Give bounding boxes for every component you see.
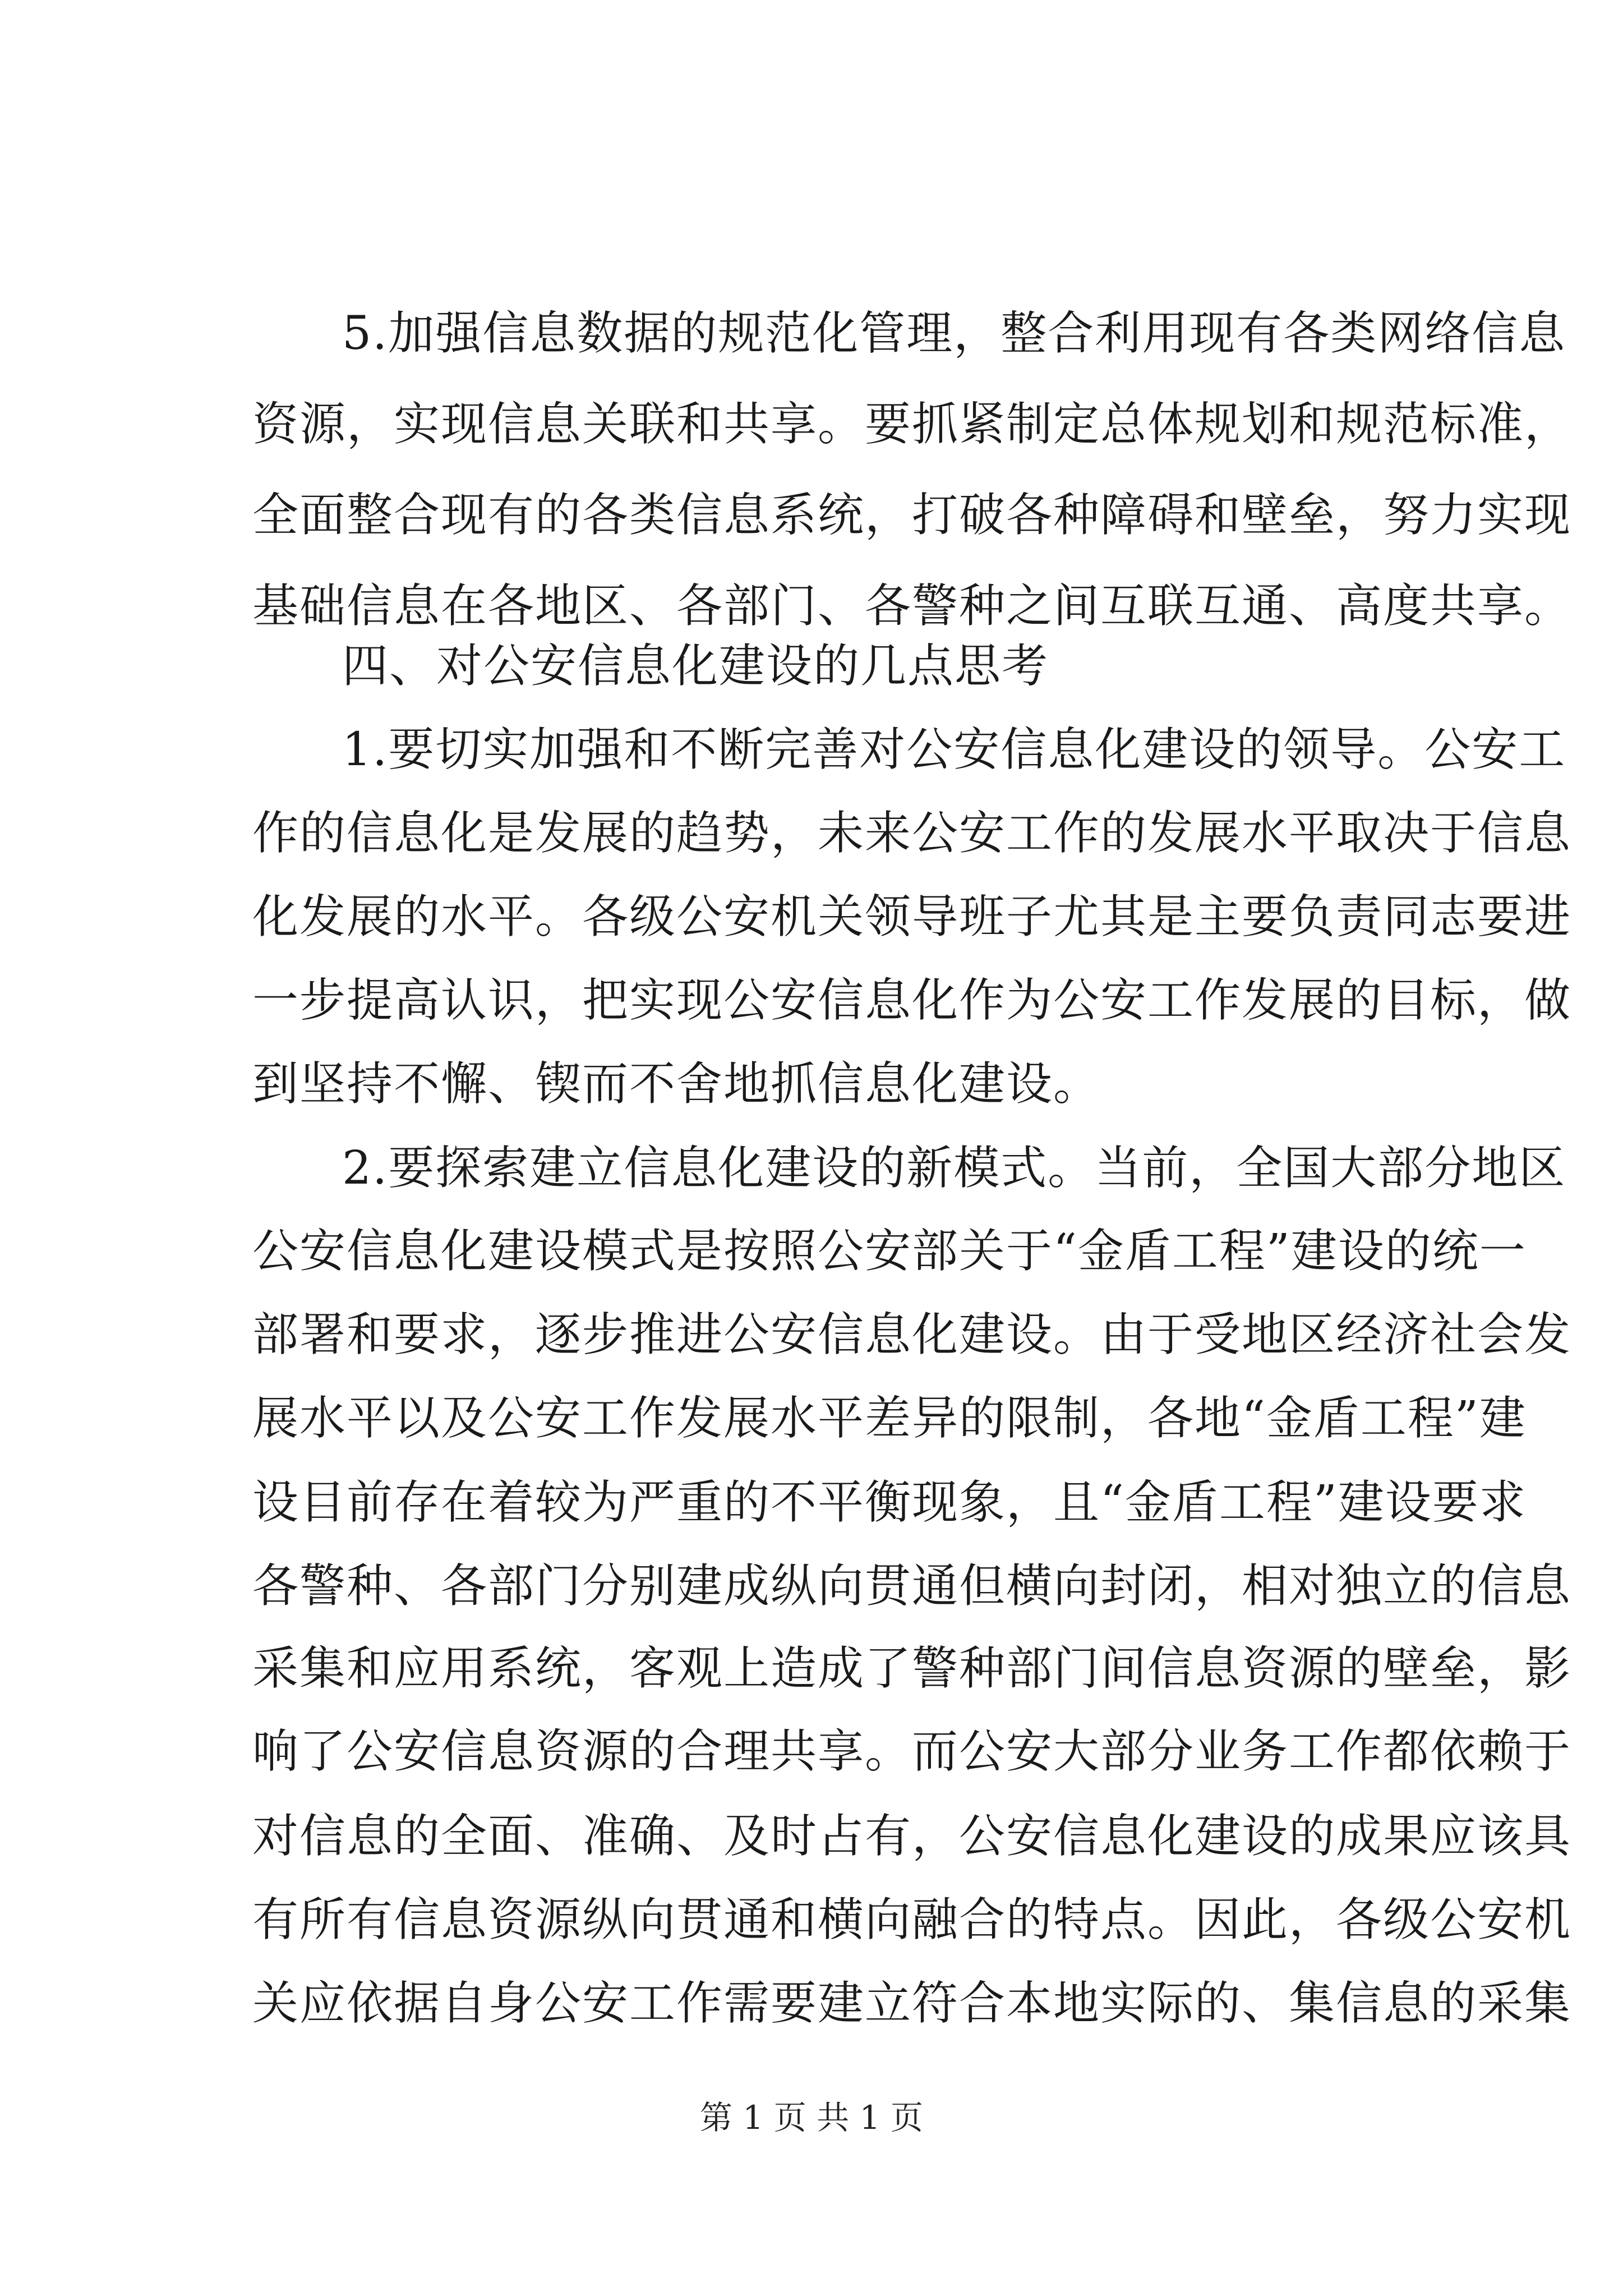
body-text-line: 基础信息在各地区、各部门、各警种之间互联互通、高度共享。 <box>252 579 1572 633</box>
body-text-line: 2.要探索建立信息化建设的新模式。当前，全国大部分地区 <box>342 1142 1566 1195</box>
body-text-line: 各警种、各部门分别建成纵向贯通但横向封闭，相对独立的信息 <box>252 1559 1572 1613</box>
body-text-line: 设目前存在着较为严重的不平衡现象，且“金盾工程”建设要求 <box>252 1476 1527 1529</box>
body-text-line: 化发展的水平。各级公安机关领导班子尤其是主要负责同志要进 <box>252 890 1572 944</box>
body-text-line: 公安信息化建设模式是按照公安部关于“金盾工程”建设的统一 <box>252 1225 1527 1278</box>
section-heading: 四、对公安信息化建设的几点思考 <box>342 639 1049 693</box>
body-text-line: 有所有信息资源纵向贯通和横向融合的特点。因此，各级公安机 <box>252 1893 1572 1947</box>
body-text-line: 5.加强信息数据的规范化管理，整合利用现有各类网络信息 <box>342 307 1566 360</box>
body-text-line: 全面整合现有的各类信息系统，打破各种障碍和壁垒，努力实现 <box>252 489 1572 542</box>
body-text-line: 到坚持不懈、锲而不舍地抓信息化建设。 <box>252 1057 1101 1111</box>
body-text-line: 部署和要求，逐步推进公安信息化建设。由于受地区经济社会发 <box>252 1308 1572 1361</box>
body-text-line: 资源，实现信息关联和共享。要抓紧制定总体规划和规范标准， <box>252 398 1572 451</box>
body-text-line: 一步提高认识，把实现公安信息化作为公安工作发展的目标，做 <box>252 974 1572 1027</box>
body-text-line: 作的信息化是发展的趋势，未来公安工作的发展水平取决于信息 <box>252 807 1572 860</box>
body-text-line: 对信息的全面、准确、及时占有，公安信息化建设的成果应该具 <box>252 1810 1572 1863</box>
body-text-line: 响了公安信息资源的合理共享。而公安大部分业务工作都依赖于 <box>252 1725 1572 1778</box>
page-footer: 第 1 页 共 1 页 <box>700 2099 923 2137</box>
body-text-line: 采集和应用系统，客观上造成了警种部门间信息资源的壁垒，影 <box>252 1642 1572 1695</box>
body-text-line: 1.要切实加强和不断完善对公安信息化建设的领导。公安工 <box>342 723 1566 776</box>
body-text-line: 关应依据自身公安工作需要建立符合本地实际的、集信息的采集 <box>252 1977 1572 2030</box>
body-text-line: 展水平以及公安工作发展水平差异的限制，各地“金盾工程”建 <box>252 1392 1527 1445</box>
